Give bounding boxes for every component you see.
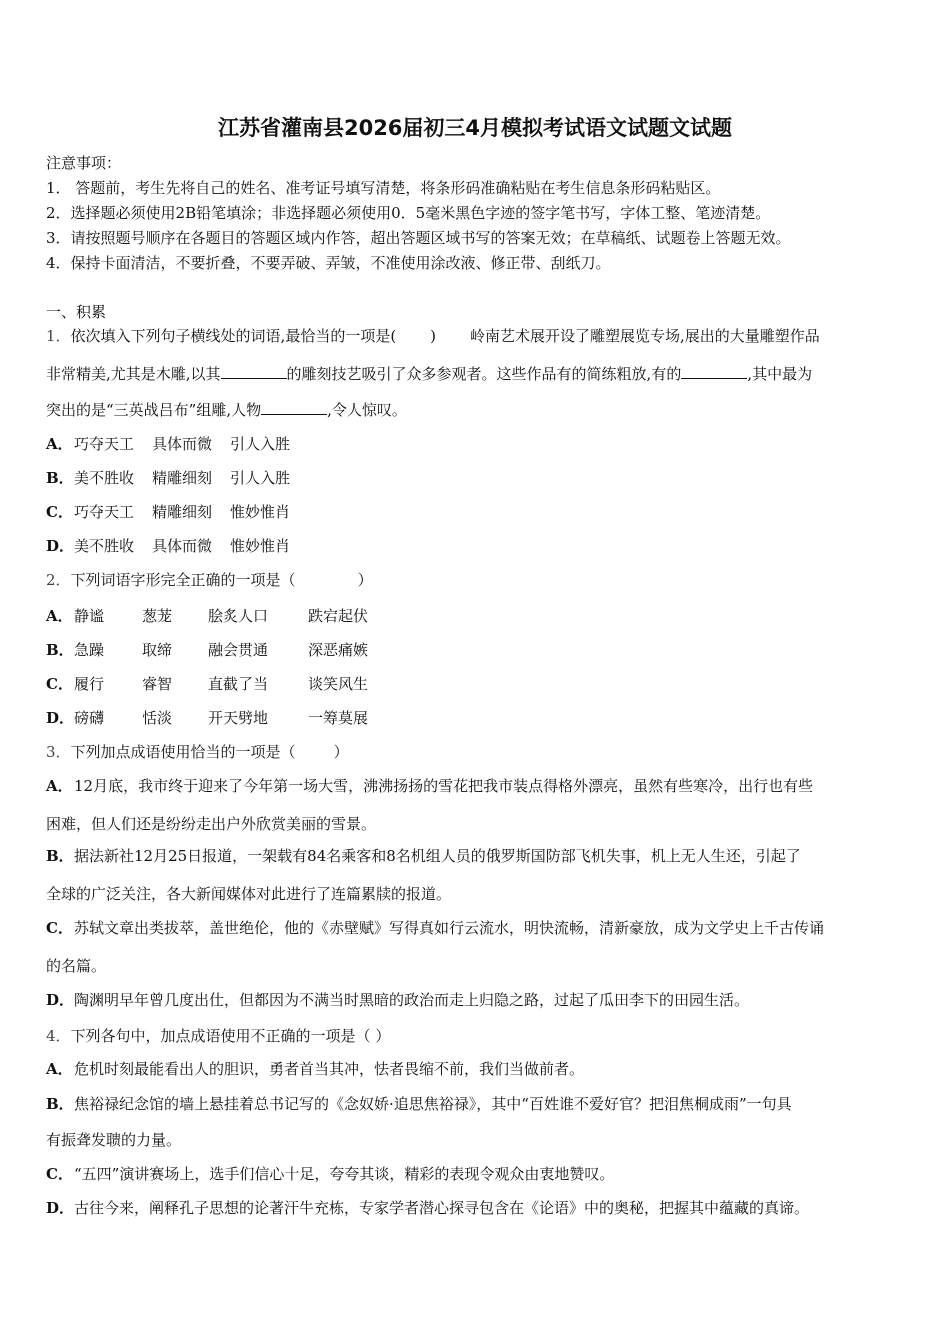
question-1-stem-cont: 突出的是“三英战吕布”组雕,人物 ,令人惊叹。 (46, 401, 407, 419)
answer-blank (681, 364, 747, 379)
option-c[interactable]: C．巧夺天工 精雕细刻 惟妙惟肖 (46, 503, 291, 521)
option-a[interactable]: A．静谧 葱茏 脍炙人口 跌宕起伏 (46, 607, 369, 625)
note-item: 1． 答题前，考生先将自己的姓名、准考证号填写清楚，将条形码准确粘贴在考生信息条形码粘贴区。 (46, 179, 721, 197)
option-a[interactable]: A．12月底，我市终于迎来了今年第一场大雪，沸沸扬扬的雪花把我市装点得格外漂亮，虽然有些寒冷，出行也有些 (46, 777, 814, 795)
note-item: 3．请按照题号顺序在各题目的答题区域内作答，超出答题区域书写的答案无效；在草稿纸、试题卷上答题无效。 (46, 229, 791, 247)
question-1-stem-cont: 非常精美,尤其是木雕,以其 的雕刻技艺吸引了众多参观者。这些作品有的简练粗放,有的 ,其中最为 (46, 365, 813, 383)
question-number: 2． (46, 571, 71, 589)
option-b[interactable]: B．急躁 取缔 融会贯通 深恶痛嫉 (46, 641, 369, 659)
page-title: 江苏省灌南县2026届初三4月模拟考试语文试题文试题 (217, 116, 733, 140)
question-2-stem: 2．下列词语字形完全正确的一项是（ ） (46, 571, 373, 589)
option-c[interactable]: C．“五四”演讲赛场上，选手们信心十足，夸夸其谈，精彩的表现令观众由衷地赞叹。 (46, 1165, 615, 1183)
option-d[interactable]: D．陶渊明早年曾几度出仕，但都因为不满当时黑暗的政治而走上归隐之路，过起了瓜田李下的田园生活。 (46, 991, 750, 1009)
option-c[interactable]: C．苏轼文章出类拔萃，盖世绝伦，他的《赤壁赋》写得真如行云流水，明快流畅，清新豪放，成为文学史上千古传诵 (46, 919, 825, 937)
section-heading: 一、积累 (46, 303, 107, 321)
option-c[interactable]: C．履行 睿智 直截了当 谈笑风生 (46, 675, 369, 693)
question-number: 3． (46, 743, 71, 761)
option-c-cont: 的名篇。 (46, 957, 107, 975)
option-d[interactable]: D．古往今来，阐释孔子思想的论著汗牛充栋，专家学者潜心探寻包含在《论语》中的奥秘，把握其中蕴藏的真谛。 (46, 1199, 810, 1217)
question-4-stem: 4．下列各句中，加点成语使用不正确的一项是（ ） (46, 1027, 391, 1045)
option-b[interactable]: B．焦裕禄纪念馆的墙上悬挂着总书记写的《念奴娇·追思焦裕禄》，其中“百姓谁不爱好官？把泪焦桐成雨”一句具 (46, 1095, 792, 1113)
option-a[interactable]: A．危机时刻最能看出人的胆识，勇者首当其冲，怯者畏缩不前，我们当做前者。 (46, 1060, 585, 1078)
option-b[interactable]: B．据法新社12月25日报道，一架载有84名乘客和8名机组人员的俄罗斯国防部飞机失事，机上无人生还，引起了 (46, 847, 801, 865)
note-item: 2．选择题必须使用2B铅笔填涂；非选择题必须使用0．5毫米黑色字迹的签字笔书写，字体工整、笔迹清楚。 (46, 204, 771, 222)
question-1-stem: 1．依次填入下列句子横线处的词语,最恰当的一项是( ) 岭南艺术展开设了雕塑展览专场,展出的大量雕塑作品 (46, 327, 820, 345)
option-a[interactable]: A．巧夺天工 具体而微 引人入胜 (46, 435, 291, 453)
question-3-stem: 3．下列加点成语使用恰当的一项是（ ） (46, 743, 349, 761)
option-b-cont: 有振聋发聩的力量。 (46, 1131, 182, 1149)
question-number: 1． (46, 327, 71, 345)
option-a-cont: 困难，但人们还是纷纷走出户外欣赏美丽的雪景。 (46, 815, 377, 833)
option-d[interactable]: D．美不胜收 具体而微 惟妙惟肖 (46, 537, 291, 555)
option-b[interactable]: B．美不胜收 精雕细刻 引人入胜 (46, 469, 291, 487)
question-number: 4． (46, 1027, 71, 1045)
option-d[interactable]: D．磅礴 恬淡 开天劈地 一筹莫展 (46, 709, 369, 727)
note-item: 4．保持卡面清洁，不要折叠，不要弄破、弄皱，不准使用涂改液、修正带、刮纸刀。 (46, 254, 611, 272)
option-b-cont: 全球的广泛关注，各大新闻媒体对此进行了连篇累牍的报道。 (46, 885, 452, 903)
answer-blank (221, 364, 287, 379)
answer-blank (261, 400, 327, 415)
notes-heading: 注意事项： (46, 154, 122, 172)
